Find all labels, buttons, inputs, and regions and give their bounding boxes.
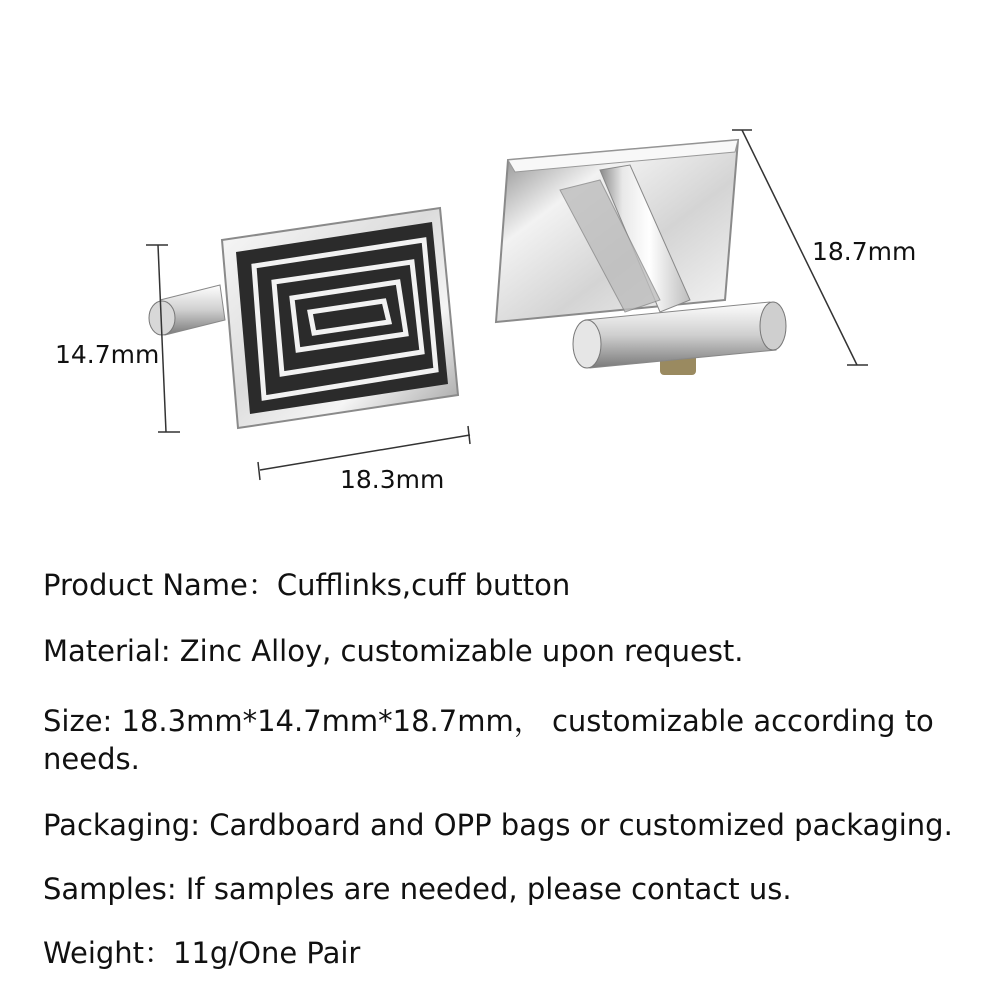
spec-samples: Samples: If samples are needed, please contact us. (43, 872, 792, 906)
spec-weight: Weight：11g/One Pair (43, 936, 361, 970)
depth-dimension-label: 18.7mm (812, 237, 917, 266)
spec-product-name: Product Name：Cufflinks,cuff button (43, 568, 571, 602)
width-dimension-label: 18.3mm (340, 465, 445, 494)
left-cufflink (149, 208, 458, 428)
height-dimension-label: 14.7mm (55, 340, 160, 369)
right-cufflink (496, 140, 786, 375)
spec-packaging: Packaging: Cardboard and OPP bags or customized packaging. (43, 808, 953, 842)
spec-size: Size: 18.3mm*14.7mm*18.7mm， customizable according to needs. (43, 704, 934, 776)
spec-material: Material: Zinc Alloy, customizable upon request. (43, 634, 744, 668)
